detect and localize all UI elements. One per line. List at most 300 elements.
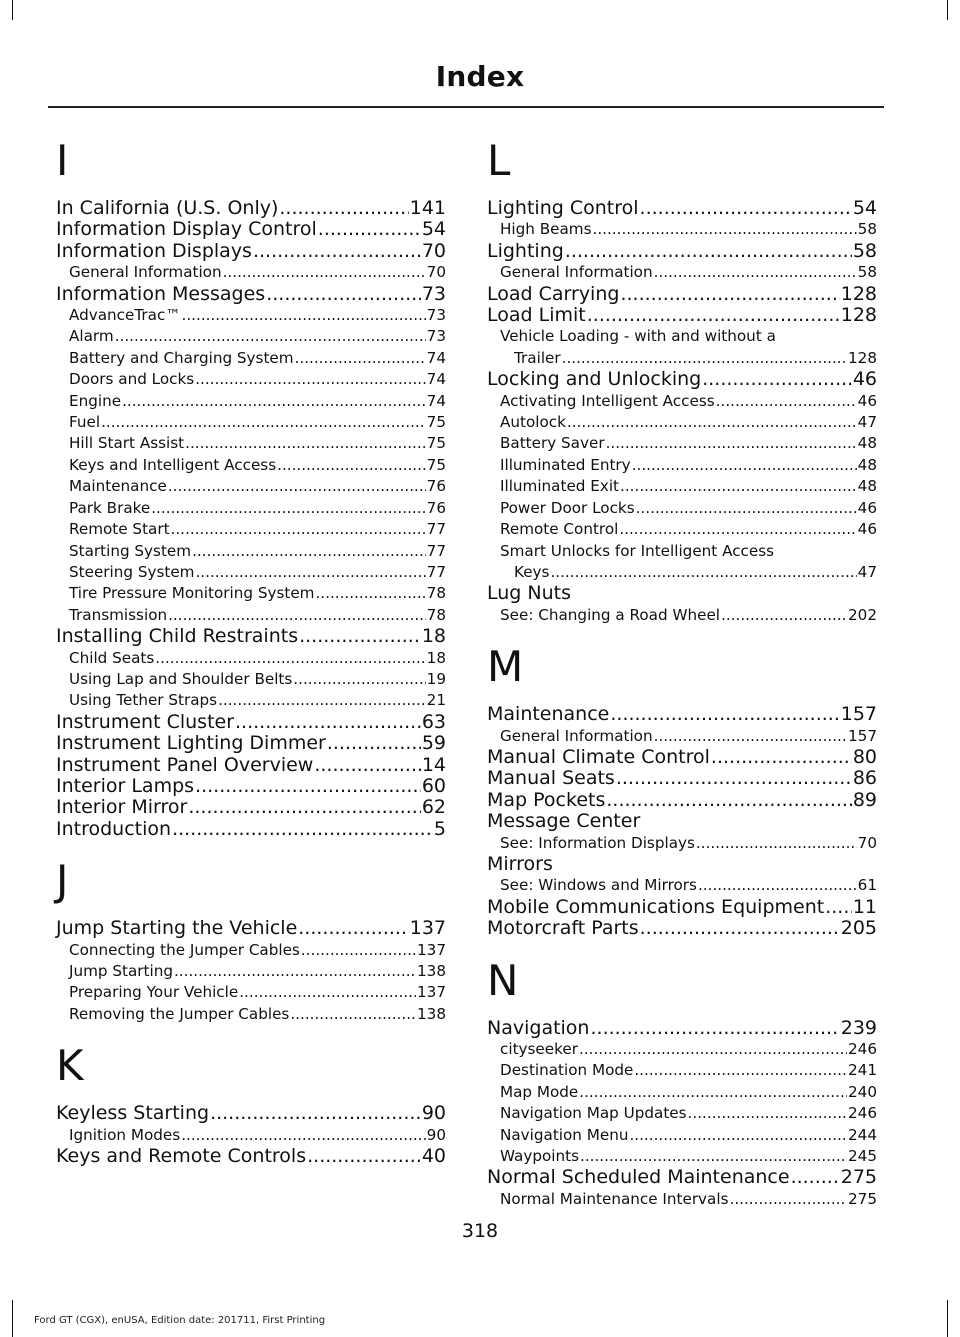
index-entry (487, 1167, 877, 1188)
spacer (487, 626, 877, 640)
index-subentry (56, 391, 446, 412)
index-subentry (56, 961, 446, 982)
index-subentry (487, 476, 877, 497)
leader-dots (567, 412, 857, 433)
entry-page: 138 (417, 1004, 446, 1023)
index-subentry (487, 726, 877, 747)
entry-page: 137 (417, 940, 446, 959)
index-entry (487, 790, 877, 811)
entry-page: 73 (426, 327, 446, 346)
index-entry (56, 797, 446, 818)
leader-dots (702, 369, 852, 390)
entry-label: General Information (500, 726, 653, 745)
index-entry (487, 305, 877, 326)
leader-dots (688, 1103, 847, 1124)
index-subentry (56, 433, 446, 454)
leader-dots (315, 583, 425, 604)
index-entry: Mirrors (487, 852, 553, 875)
index-subentry (487, 875, 877, 896)
leader-dots (562, 348, 847, 369)
entry-label: Preparing Your Vehicle (69, 983, 239, 1002)
spacer (487, 940, 877, 954)
entry-label: Power Door Locks (500, 498, 635, 517)
leader-dots (239, 982, 416, 1003)
entry-label: Autolock (500, 413, 566, 432)
section-letter: K (56, 1041, 84, 1091)
entry-label: Normal Maintenance Intervals (500, 1189, 729, 1208)
entry-page: 11 (852, 895, 877, 918)
index-subentry: Smart Unlocks for Intelligent Access (500, 541, 775, 560)
entry-label: Lighting (487, 239, 564, 262)
leader-dots (188, 797, 420, 818)
entry-label: Illuminated Entry (500, 455, 631, 474)
leader-dots (223, 262, 426, 283)
entry-page: 70 (857, 833, 877, 852)
leader-dots (590, 1018, 839, 1039)
entry-label: Illuminated Exit (500, 477, 620, 496)
entry-label: Steering System (69, 562, 195, 581)
index-subentry (56, 455, 446, 476)
leader-dots (307, 1146, 421, 1167)
index-subentry (487, 1039, 877, 1060)
entry-label: Maintenance (69, 477, 167, 496)
entry-label: Locking and Unlocking (487, 368, 702, 391)
entry-page: 74 (426, 348, 446, 367)
entry-label: Battery Saver (500, 434, 605, 453)
entry-page: 128 (840, 304, 877, 327)
leader-dots (640, 198, 852, 219)
leader-dots (301, 940, 416, 961)
entry-page: 14 (421, 753, 446, 776)
index-subentry (56, 690, 446, 711)
leader-dots (696, 833, 857, 854)
index-entry (56, 219, 446, 240)
entry-label: AdvanceTrac™ (69, 306, 181, 325)
entry-page: 75 (426, 413, 446, 432)
leader-dots (716, 391, 857, 412)
entry-page: 78 (426, 605, 446, 624)
index-subentry (487, 412, 877, 433)
entry-page: 78 (426, 584, 446, 603)
index-subentry (56, 648, 446, 669)
entry-page: 46 (852, 368, 877, 391)
index-subentry (487, 1146, 877, 1167)
index-entry (487, 747, 877, 768)
section-letter: L (487, 136, 511, 185)
entry-label: Fuel (69, 413, 101, 432)
index-entry (56, 712, 446, 733)
entry-label: Instrument Lighting Dimmer (56, 732, 326, 755)
entry-page: 77 (426, 541, 446, 560)
section-letter: M (487, 642, 524, 692)
leader-dots (606, 790, 851, 811)
leader-dots (314, 755, 420, 776)
entry-page: 21 (426, 691, 446, 710)
index-subentry: Vehicle Loading - with and without a (500, 327, 776, 346)
entry-page: 76 (426, 498, 446, 517)
entry-page: 141 (409, 197, 446, 219)
entry-page: 80 (852, 745, 877, 768)
entry-page: 77 (426, 562, 446, 581)
index-subentry (487, 1060, 877, 1081)
entry-label: Remote Control (500, 520, 619, 539)
entry-page: 75 (426, 455, 446, 474)
leader-dots (654, 726, 847, 747)
leader-dots (185, 433, 426, 454)
leader-dots (122, 391, 426, 412)
entry-label: Normal Scheduled Maintenance (487, 1166, 790, 1189)
entry-label: Doors and Locks (69, 370, 195, 389)
leader-dots (195, 776, 421, 797)
leader-dots (550, 562, 856, 583)
index-subentry (56, 940, 446, 961)
index-subentry (56, 562, 446, 583)
entry-page: 246 (848, 1040, 877, 1058)
index-entry (56, 733, 446, 754)
entry-page: 18 (426, 648, 446, 667)
index-subentry (487, 1125, 877, 1146)
entry-page: 60 (421, 774, 446, 797)
leader-dots (210, 1103, 421, 1124)
entry-page: 157 (840, 703, 877, 726)
page-number: 318 (461, 1220, 499, 1242)
index-subentry (56, 583, 446, 604)
entry-page: 46 (857, 391, 877, 410)
entry-label: General Information (69, 263, 222, 282)
entry-label: Trailer (514, 348, 561, 367)
crop-mark (947, 0, 948, 20)
entry-label: Using Tether Straps (69, 691, 218, 710)
entry-page: 137 (409, 917, 446, 940)
crop-mark (947, 1300, 948, 1337)
entry-label: Hill Start Assist (69, 434, 185, 453)
index-subentry (56, 519, 446, 540)
entry-page: 245 (848, 1147, 877, 1166)
index-entry (487, 1018, 877, 1039)
entry-label: Interior Mirror (56, 796, 188, 819)
entry-page: 40 (421, 1145, 446, 1168)
entry-label: Jump Starting the Vehicle (56, 917, 298, 940)
index-subentry (487, 498, 877, 519)
entry-label: Navigation (487, 1016, 590, 1039)
leader-dots (253, 241, 421, 262)
entry-label: Keys (514, 562, 550, 581)
leader-dots (155, 648, 425, 669)
entry-page: 63 (421, 710, 446, 733)
index-entry (487, 918, 877, 939)
entry-page: 48 (857, 455, 877, 474)
entry-label: Tire Pressure Monitoring System (69, 584, 315, 603)
crop-mark (12, 0, 13, 20)
entry-label: cityseeker (500, 1040, 578, 1058)
entry-page: 275 (848, 1189, 877, 1208)
leader-dots (195, 562, 425, 583)
index-subentry (487, 1189, 877, 1210)
index-subentry (56, 326, 446, 347)
entry-page: 77 (426, 520, 446, 539)
index-subentry (56, 1125, 446, 1146)
entry-label: Navigation Map Updates (500, 1104, 687, 1123)
leader-dots (619, 519, 856, 540)
entry-label: Ignition Modes (69, 1125, 181, 1144)
leader-dots (327, 733, 421, 754)
index-subentry (487, 433, 877, 454)
entry-label: General Information (500, 263, 653, 282)
entry-page: 202 (848, 605, 877, 624)
index-subentry (56, 1004, 446, 1025)
section-letter: J (56, 856, 69, 906)
entry-page: 54 (852, 197, 877, 219)
index-subentry (56, 541, 446, 562)
entry-label: Removing the Jumper Cables (69, 1004, 290, 1023)
index-column-right (487, 136, 877, 1210)
entry-label: Interior Lamps (56, 774, 195, 797)
entry-page: 89 (852, 788, 877, 811)
entry-page: 138 (417, 962, 446, 980)
entry-label: Park Brake (69, 498, 151, 517)
entry-label: Lighting Control (487, 197, 639, 219)
leader-dots (168, 476, 426, 497)
entry-page: 70 (426, 263, 446, 282)
leader-dots (593, 219, 857, 240)
leader-dots (730, 1189, 848, 1210)
leader-dots (616, 768, 852, 789)
entry-label: Navigation Menu (500, 1125, 629, 1144)
entry-page: 246 (848, 1104, 877, 1123)
index-entry (56, 1103, 446, 1124)
index-entry: Lug Nuts (487, 582, 571, 605)
entry-page: 275 (840, 1166, 877, 1189)
spacer (56, 840, 446, 854)
section-letter: I (56, 136, 69, 185)
entry-page: 73 (426, 306, 446, 325)
entry-page: 205 (840, 917, 877, 940)
leader-dots (579, 1039, 847, 1060)
entry-page: 46 (857, 498, 877, 517)
entry-label: Activating Intelligent Access (500, 391, 715, 410)
leader-dots (587, 305, 840, 326)
leader-dots (115, 326, 426, 347)
leader-dots (580, 1146, 847, 1167)
index-subentry (56, 348, 446, 369)
entry-label: Waypoints (500, 1147, 579, 1166)
index-entry (487, 704, 877, 725)
entry-label: Installing Child Restraints (56, 625, 299, 648)
page-title: Index (435, 60, 525, 93)
entry-page: 90 (421, 1102, 446, 1125)
leader-dots (565, 241, 852, 262)
header-divider (48, 106, 884, 108)
leader-dots (277, 455, 426, 476)
index-entry (487, 284, 877, 305)
entry-page: 128 (848, 348, 877, 367)
index-subentry (56, 262, 446, 283)
entry-label: Manual Climate Control (487, 745, 710, 768)
entry-page: 5 (433, 817, 446, 840)
leader-dots (295, 348, 426, 369)
index-entry (56, 241, 446, 262)
entry-label: Transmission (69, 605, 168, 624)
index-subentry (487, 1103, 877, 1124)
leader-dots (235, 712, 421, 733)
index-subentry (56, 605, 446, 626)
entry-page: 59 (421, 732, 446, 755)
entry-page: 74 (426, 370, 446, 389)
entry-label: Introduction (56, 817, 172, 840)
index-column-left (56, 136, 446, 1168)
index-entry (487, 897, 877, 918)
entry-page: 58 (857, 220, 877, 239)
index-subentry-continued (487, 562, 877, 583)
entry-page: 19 (426, 669, 446, 688)
entry-label: Connecting the Jumper Cables (69, 940, 300, 959)
leader-dots (279, 198, 408, 219)
entry-label: High Beams (500, 220, 592, 239)
entry-label: Map Mode (500, 1082, 579, 1101)
entry-label: Starting System (69, 541, 192, 560)
entry-label: Alarm (69, 327, 114, 346)
index-entry (56, 198, 446, 219)
entry-page: 137 (417, 983, 446, 1002)
index-entry (487, 369, 877, 390)
entry-page: 241 (848, 1061, 877, 1080)
leader-dots (168, 605, 426, 626)
entry-page: 239 (840, 1016, 877, 1039)
entry-label: Instrument Cluster (56, 710, 235, 733)
leader-dots (266, 284, 421, 305)
entry-label: Map Pockets (487, 788, 606, 811)
section-letter: N (487, 955, 519, 1005)
index-entry (56, 1146, 446, 1167)
leader-dots (654, 262, 857, 283)
entry-label: Jump Starting (69, 962, 173, 980)
entry-label: Load Limit (487, 304, 586, 327)
entry-label: Destination Mode (500, 1061, 634, 1080)
entry-label: Mobile Communications Equipment (487, 895, 825, 918)
leader-dots (172, 819, 433, 840)
index-subentry-continued (487, 348, 877, 369)
entry-label: Instrument Panel Overview (56, 753, 314, 776)
leader-dots (293, 669, 425, 690)
entry-label: Load Carrying (487, 282, 620, 305)
entry-label: Manual Seats (487, 767, 615, 790)
entry-page: 46 (857, 520, 877, 539)
leader-dots (640, 918, 840, 939)
leader-dots (290, 1004, 416, 1025)
index-subentry (487, 262, 877, 283)
crop-mark (12, 1300, 13, 1337)
index-entry (487, 198, 877, 219)
leader-dots (101, 412, 426, 433)
index-subentry (487, 219, 877, 240)
leader-dots (579, 1082, 847, 1103)
entry-label: Engine (69, 391, 122, 410)
entry-label: Information Messages (56, 282, 266, 305)
leader-dots (181, 1125, 425, 1146)
leader-dots (171, 519, 426, 540)
index-entry (56, 626, 446, 647)
index-subentry (487, 605, 877, 626)
entry-page: 48 (857, 434, 877, 453)
entry-label: Child Seats (69, 648, 155, 667)
leader-dots (711, 747, 852, 768)
entry-page: 76 (426, 477, 446, 496)
entry-page: 90 (426, 1125, 446, 1144)
entry-label: See: Changing a Road Wheel (500, 605, 721, 624)
leader-dots (195, 369, 425, 390)
index-subentry (56, 412, 446, 433)
entry-page: 75 (426, 434, 446, 453)
entry-label: Battery and Charging System (69, 348, 294, 367)
entry-page: 128 (840, 282, 877, 305)
index-subentry (56, 369, 446, 390)
index-subentry (487, 833, 877, 854)
entry-page: 48 (857, 477, 877, 496)
index-entry (487, 768, 877, 789)
entry-page: 18 (421, 625, 446, 648)
leader-dots (698, 875, 857, 896)
footer-edition: Ford GT (CGX), enUSA, Edition date: 201711, First Printing (34, 1315, 326, 1326)
entry-page: 58 (852, 239, 877, 262)
entry-page: 70 (421, 239, 446, 262)
index-subentry (56, 305, 446, 326)
entry-label: Using Lap and Shoulder Belts (69, 669, 293, 688)
leader-dots (298, 918, 408, 939)
leader-dots (629, 1125, 847, 1146)
index-subentry (487, 519, 877, 540)
entry-label: Remote Start (69, 520, 170, 539)
index-entry (487, 241, 877, 262)
leader-dots (606, 433, 857, 454)
entry-page: 54 (421, 218, 446, 241)
index-subentry (487, 1082, 877, 1103)
entry-page: 157 (848, 726, 877, 745)
entry-label: Information Display Control (56, 218, 317, 241)
leader-dots (632, 455, 857, 476)
leader-dots (218, 690, 426, 711)
index-entry: Message Center (487, 810, 641, 833)
entry-page: 86 (852, 767, 877, 790)
entry-page: 62 (421, 796, 446, 819)
entry-label: Keys and Intelligent Access (69, 455, 277, 474)
leader-dots (721, 605, 847, 626)
leader-dots (620, 476, 857, 497)
entry-page: 58 (857, 263, 877, 282)
entry-label: In California (U.S. Only) (56, 197, 279, 219)
entry-label: Keys and Remote Controls (56, 1145, 307, 1168)
index-entry (56, 284, 446, 305)
leader-dots (825, 897, 852, 918)
spacer (56, 1025, 446, 1039)
entry-page: 47 (857, 413, 877, 432)
leader-dots (620, 284, 839, 305)
entry-label: See: Information Displays (500, 833, 695, 852)
leader-dots (151, 498, 425, 519)
entry-label: See: Windows and Mirrors (500, 876, 697, 895)
leader-dots (182, 305, 426, 326)
leader-dots (634, 1060, 847, 1081)
index-subentry (56, 982, 446, 1003)
index-subentry (487, 455, 877, 476)
entry-page: 240 (848, 1082, 877, 1101)
entry-label: Information Displays (56, 239, 252, 262)
entry-label: Motorcraft Parts (487, 917, 639, 940)
index-entry (56, 819, 446, 840)
leader-dots (174, 961, 416, 982)
leader-dots (299, 626, 421, 647)
index-entry (56, 755, 446, 776)
index-entry (56, 776, 446, 797)
